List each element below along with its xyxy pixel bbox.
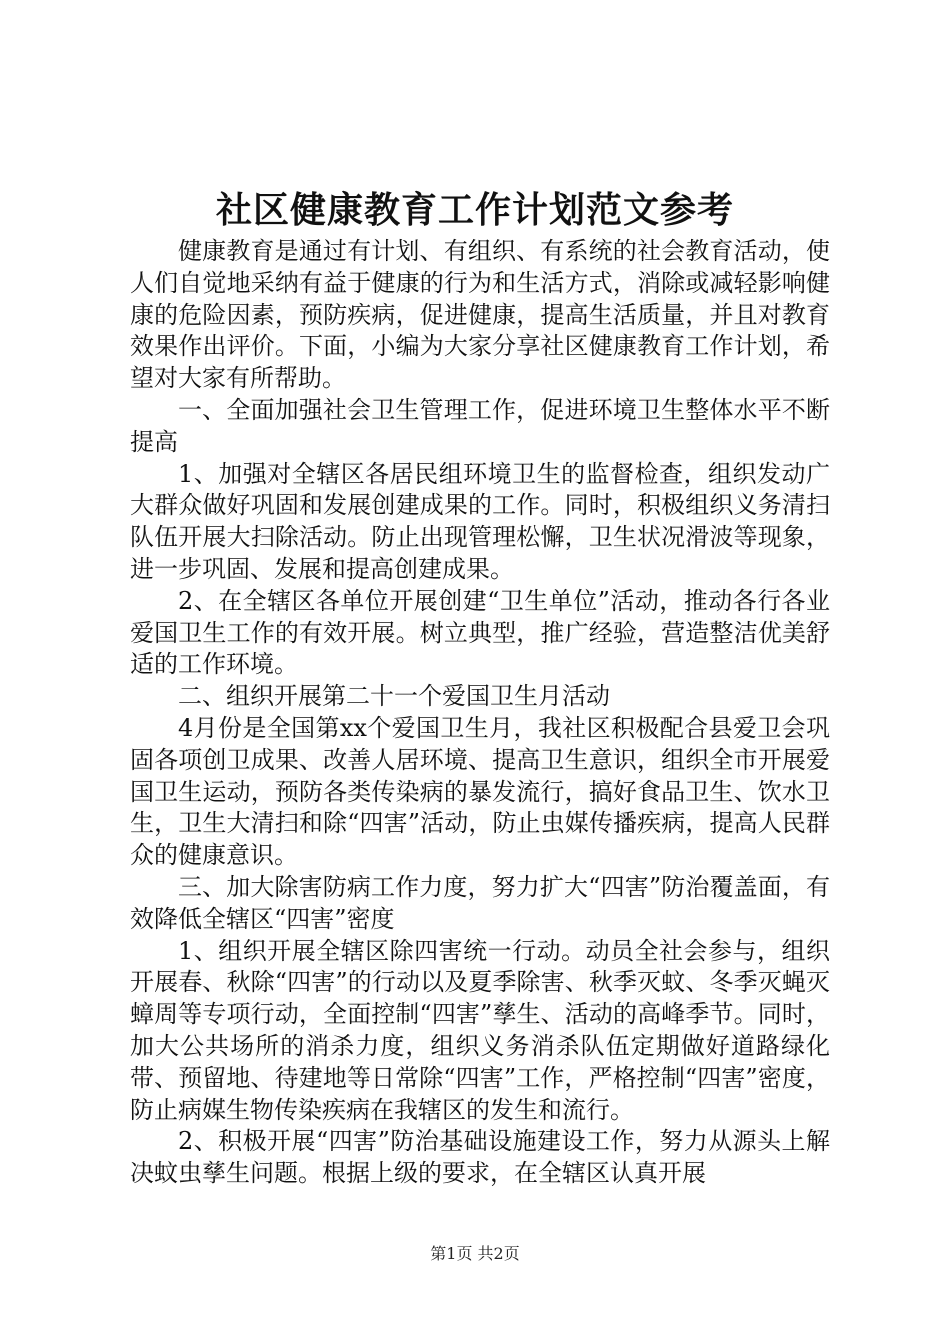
section-heading-1: 一、全面加强社会卫生管理工作，促进环境卫生整体水平不断提高: [130, 395, 830, 456]
page-footer: 第1页 共2页: [430, 1244, 520, 1263]
section-2-paragraph: 4月份是全国第xx个爱国卫生月，我社区积极配合县爱卫会巩固各项创卫成果、改善人居环境、提高卫生意识，组织全市开展爱国卫生运动，预防各类传染病的暴发流行，搞好食品卫生、饮水卫生，卫生大清扫和除“四害”活动，防止虫媒传播疾病，提高人民群众的健康意识。: [130, 713, 830, 870]
section-1-item-1: 1、加强对全辖区各居民组环境卫生的监督检查，组织发动广大群众做好巩固和发展创建成果的工作。同时，积极组织义务清扫队伍开展大扫除活动。防止出现管理松懈，卫生状况滑波等现象，进一步巩固、发展和提高创建成果。: [130, 459, 830, 583]
section-1-item-2: 2、在全辖区各单位开展创建“卫生单位”活动，推动各行各业爱国卫生工作的有效开展。树立典型，推广经验，营造整洁优美舒适的工作环境。: [130, 586, 830, 679]
intro-paragraph: 健康教育是通过有计划、有组织、有系统的社会教育活动，使人们自觉地采纳有益于健康的行为和生活方式，消除或减轻影响健康的危险因素，预防疾病，促进健康，提高生活质量，并且对教育效果作出评价。下面，小编为大家分享社区健康教育工作计划，希望对大家有所帮助。: [130, 237, 830, 393]
document-body: [130, 236, 830, 1190]
section-3-item-2: 2、积极开展“四害”防治基础设施建设工作，努力从源头上解决蚊虫孳生问题。根据上级的要求，在全辖区认真开展: [130, 1127, 830, 1188]
section-heading-2: 二、组织开展第二十一个爱国卫生月活动: [178, 682, 610, 711]
section-3-item-1: 1、组织开展全辖区除四害统一行动。动员全社会参与，组织开展春、秋除“四害”的行动以及夏季除害、秋季灭蚊、冬季灭蝇灭蟑周等专项行动，全面控制“四害”孳生、活动的高峰季节。同时，加大公共场所的消杀力度，组织义务消杀队伍定期做好道路绿化带、预留地、待建地等日常除“四害”工作，严格控制“四害”密度，防止病媒生物传染疾病在我辖区的发生和流行。: [130, 936, 830, 1124]
document-title: 社区健康教育工作计划范文参考: [215, 189, 734, 231]
section-heading-3: 三、加大除害防病工作力度，努力扩大“四害”防治覆盖面，有效降低全辖区“四害”密度: [130, 872, 830, 933]
